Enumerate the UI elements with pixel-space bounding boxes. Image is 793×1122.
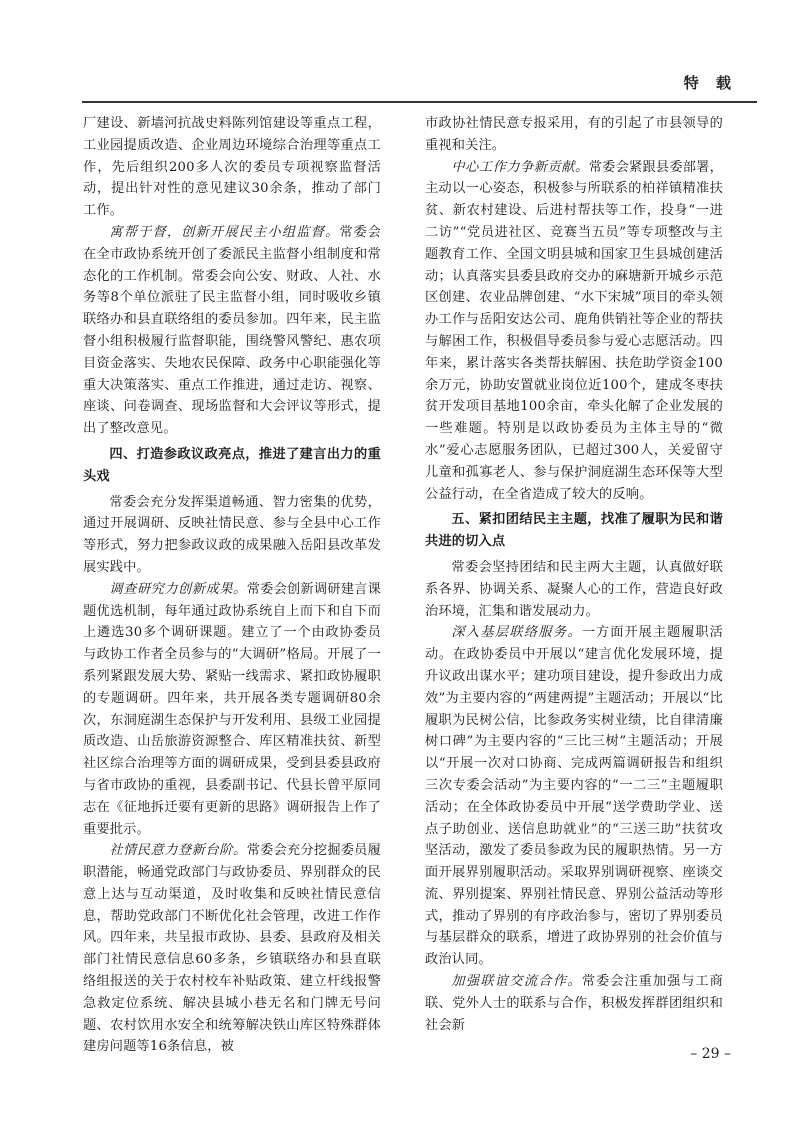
paragraph (425, 157, 723, 506)
right-column (425, 113, 723, 1036)
paragraph: 厂建设、新墙河抗战史料陈列馆建设等重点工程，工业园提质改造、企业周边环境综合治理等重点工作，先后组织200多人次的委员专项视察监督活动，提出针对性的意见建议30余条，推动了部门工作。 (83, 116, 381, 219)
subheading: 社情民意力登新台阶。 (109, 843, 247, 859)
subheading: 中心工作力争新贡献。 (451, 159, 589, 175)
paragraph-body: 一方面开展主题履职活动。在政协委员中开展以“建言优化发展环境，提升议政出谋水平；建功项目建设，提升参政出力成效”为主要内容的“两建两提”主题活动；开展以“比履职为民树公信，比参政务实树业绩，比自律清廉树口碑”为主要内容的“三比三树”主题活动；开展以“开展一次对口协商、完成两篇调研报告和组织三次专委会活动”为主要内容的“一二三”主题履职活动；在全体政协委员中开展“送学费助学业、送点子助创业、送信息助就业”的“三送三助”扶贫攻坚活动，激发了委员参政为民的履职热情。另一方面开展界别履职活动。采取界别调研视察、座谈交流、界别提案、界别社情民意、界别公益活动等形式，推动了界别的有序政治参与，密切了界别委员与基层群众的联系，增进了政协界别的社会价值与政治认同。 (425, 625, 724, 968)
subheading: 深入基层联络服务。 (451, 625, 582, 641)
section-heading: 五、紧扣团结民主主题，找准了履职为民和谐共进的切入点 (425, 512, 723, 550)
page-number: – 29 – (690, 1046, 731, 1062)
paragraph (83, 579, 381, 841)
section-heading: 四、打造参政议政亮点，推进了建言出力的重头戏 (83, 446, 381, 484)
header-rule (82, 101, 757, 103)
paragraph-body: 常委会充分挖掘委员履职潜能，畅通党政部门与政协委员、界别群众的民意上达与互动渠道，及时收集和反映社情民意信息，帮助党政部门不断优化社会管理，改进工作作风。四年来，共呈报市政协、县委、县政府及相关部门社情民意信息60多条，乡镇联络办和县直联络组报送的关于农村校车补贴政策、建立杆线报警急救定位系统、解决县城小巷无名和门牌无号问题、农村饮用水安全和统筹解决铁山库区特殊群体建房问题等16条信息，被 (83, 843, 381, 1055)
subheading: 加强联谊交流合作。 (451, 974, 582, 990)
paragraph (83, 840, 381, 1058)
paragraph (425, 622, 723, 971)
paragraph: 常委会坚持团结和民主两大主题，认真做好联系各界、协调关系、凝聚人心的工作，营造良好政治环境，汇集和谐发展动力。 (425, 559, 723, 619)
section-label: 特 载 (683, 74, 737, 92)
paragraph (425, 971, 723, 1036)
paragraph-body: 常委会紧跟县委部署，主动以一心姿态，积极参与所联系的柏祥镇精准扶贫、新农村建设、后进村帮扶等工作，投身“一进二访”“党员进社区、竞赛当五员”等专项整改与主题教育工作、全国文明县城和国家卫生县城创建活动；认真落实县委县政府交办的麻塘新开城乡示范区创建、农业品牌创建、“水下宋城”项目的牵头领办工作与岳阳安达公司、鹿角供销社等企业的帮扶与解困工作，积极倡导委员参与爱心志愿活动。四年来，累计落实各类帮扶解困、扶危助学资金100余万元，协助安置就业岗位近100个，建成冬枣扶贫开发项目基地100余亩，牵头化解了企业发展的一些难题。特别是以政协委员为主体主导的“微水”爱心志愿服务团队，已超过300人，关爱留守儿童和孤寡老人、参与保护洞庭湖生态环保等大型公益行动，在全省造成了较大的反响。 (425, 159, 723, 502)
paragraph (83, 222, 381, 440)
paragraph-body: 常委会注重加强与工商联、党外人士的联系与合作，积极发挥群团组织和社会新 (425, 974, 724, 1033)
subheading: 调查研究力创新成果。 (109, 581, 247, 597)
paragraph: 常委会充分发挥渠道畅通、智力密集的优势，通过开展调研、反映社情民意、参与全县中心工作等形式，努力把参政议政的成果融入岳阳县改革发展实践中。 (83, 494, 381, 575)
paragraph-body: 常委会在全市政协系统开创了委派民主监督小组制度和常态化的工作机制。常委会向公安、财政、人社、水务等8个单位派驻了民主监督小组，同时吸收乡镇联络办和县直联络组的委员参加。四年来，民主监督小组积极履行监督职能，围绕警风警纪、惠农项目资金落实、失地农民保障、政务中心职能强化等重大决策落实、重点工作推进，通过走访、视察、座谈、问卷调查、现场监督和大会评议等形式，提出了整改意见。 (83, 224, 381, 437)
subheading: 寓帮于督，创新开展民主小组监督。 (109, 224, 340, 240)
left-column (83, 113, 381, 1058)
paragraph: 市政协社情民意专报采用，有的引起了市县领导的重视和关注。 (425, 116, 723, 153)
paragraph-body: 常委会创新调研建言课题优选机制，每年通过政协系统自上而下和自下而上遴选30多个调研课题。建立了一个由政协委员与政协工作者全员参与的“大调研”格局。开展了一系列紧跟发展大势、紧贴一线需求、紧扣政协履职的专题调研。四年来，共开展各类专题调研80余次，东洞庭湖生态保护与开发利用、县级工业园提质改造、山岳旅游资源整合、库区精准扶贫、新型社区综合治理等方面的调研成果，受到县委县政府与省市政协的重视，县委副书记、代县长曾平原同志在《征地拆迁要有更新的思路》调研报告上作了重要批示。 (83, 581, 381, 837)
